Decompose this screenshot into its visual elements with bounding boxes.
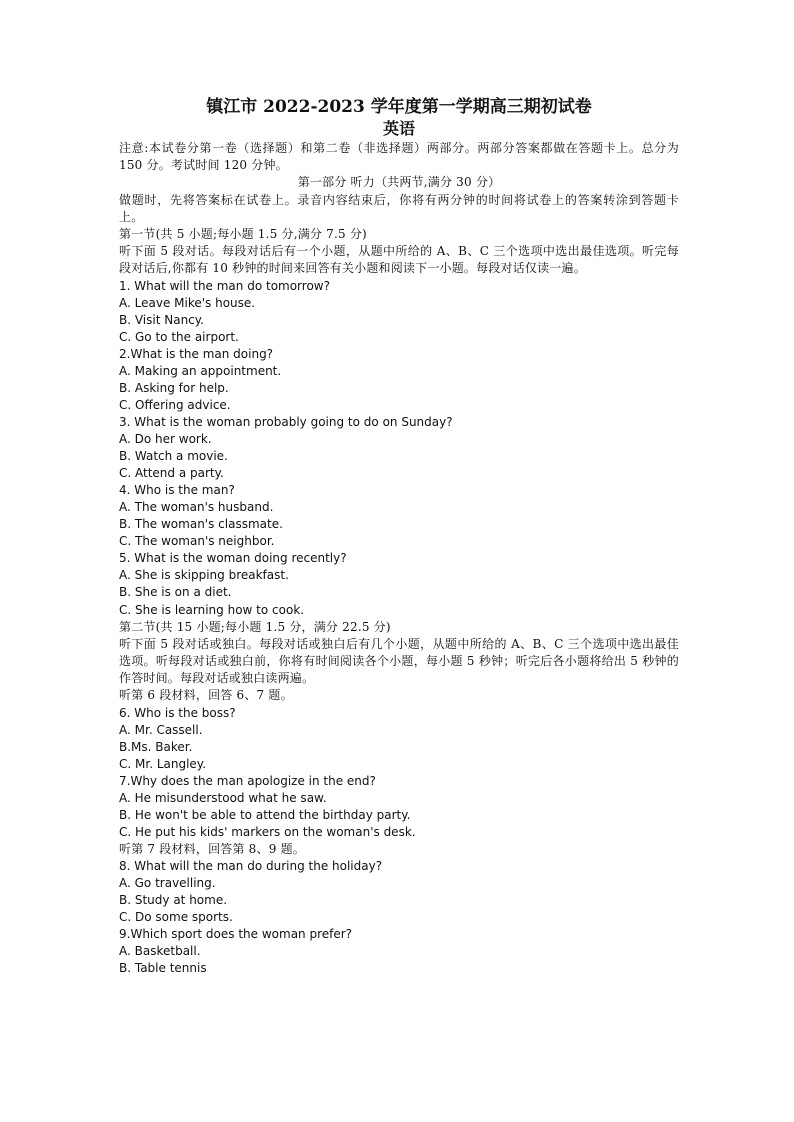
option-line: A. The woman's husband. [119,500,274,515]
section2-instructions: 听下面 5 段对话或独白。每段对话或独白后有几个小题，从题中所给的 A、B、C 三个选项中选出最佳选项。听每段对话或独白前，你将有时间阅读各个小题，每小题 5 秒钟；听完后各小题将给出 5 秒钟的作答时间。每段对话或独白读两遍。 [119,636,679,686]
option-line: C. He put his kids' markers on the woman's desk. [119,824,416,839]
option-line: A. Leave Mike's house. [119,295,256,310]
section1-heading: 第一节(共 5 小题;每小题 1.5 分,满分 7.5 分) [119,227,367,242]
option-line: B. Watch a movie. [119,449,228,464]
option-line: C. Go to the airport. [119,329,239,344]
question-line: 6. Who is the boss? [119,705,236,720]
option-line: B. The woman's classmate. [119,517,283,532]
option-line: B. He won't be able to attend the birthday party. [119,807,411,822]
exam-notice: 注意:本试卷分第一卷（选择题）和第二卷（非选择题）两部分。两部分答案都做在答题卡上。总分为 150 分。考试时间 120 分钟。 [119,141,679,173]
exam-title: 镇江市 2022-2023 学年度第一学期高三期初试卷 [206,97,592,117]
question-line: 2.What is the man doing? [119,346,274,361]
option-line: A. Go travelling. [119,876,216,891]
material7-heading: 听第 7 段材料，回答第 8、9 题。 [119,841,305,856]
question-line: 9.Which sport does the woman prefer? [119,927,353,942]
exam-page [119,96,679,977]
option-line: B.Ms. Baker. [119,739,193,754]
option-line: B. Study at home. [119,893,228,908]
material6-heading: 听第 6 段材料，回答 6、7 题。 [119,688,293,703]
question-line: 3. What is the woman probably going to do on Sunday? [119,415,453,429]
question-line: 8. What will the man do during the holiday? [119,859,383,874]
exam-subject: 英语 [382,119,415,138]
part1-heading: 第一部分 听力（共两节,满分 30 分） [297,175,501,190]
option-line: C. Offering advice. [119,397,231,412]
option-line: A. She is skipping breakfast. [119,568,289,583]
question-line: 1. What will the man do tomorrow? [119,278,330,293]
section1-questions [119,278,679,619]
question-line: 5. What is the woman doing recently? [119,551,347,566]
option-line: B. Table tennis [119,961,207,976]
option-line: B. Asking for help. [119,380,229,395]
option-line: C. Attend a party. [119,466,224,481]
material6-questions [119,705,679,841]
part1-instructions: 做题时，先将答案标在试卷上。录音内容结束后，你将有两分钟的时间将试卷上的答案转涂到答题卡上。 [119,192,679,224]
option-line: C. Mr. Langley. [119,756,207,771]
option-line: A. He misunderstood what he saw. [119,790,327,805]
option-line: C. The woman's neighbor. [119,534,275,549]
question-line: 4. Who is the man? [119,483,235,498]
option-line: A. Making an appointment. [119,363,282,378]
option-line: A. Mr. Cassell. [119,722,203,737]
option-line: A. Do her work. [119,432,212,447]
material7-questions [119,858,679,977]
section1-instructions: 听下面 5 段对话。每段对话后有一个小题，从题中所给的 A、B、C 三个选项中选出最佳选项。听完每段对话后,你都有 10 秒钟的时间来回答有关小题和阅读下一小题。每段对话仅读一遍。 [119,244,679,276]
question-line: 7.Why does the man apologize in the end? [119,773,376,788]
option-line: B. Visit Nancy. [119,312,204,327]
section2-heading: 第二节(共 15 小题;每小题 1.5 分，满分 22.5 分) [119,619,391,634]
option-line: C. She is learning how to cook. [119,602,305,617]
option-line: C. Do some sports. [119,910,233,925]
option-line: B. She is on a diet. [119,585,232,600]
option-line: A. Basketball. [119,944,201,959]
